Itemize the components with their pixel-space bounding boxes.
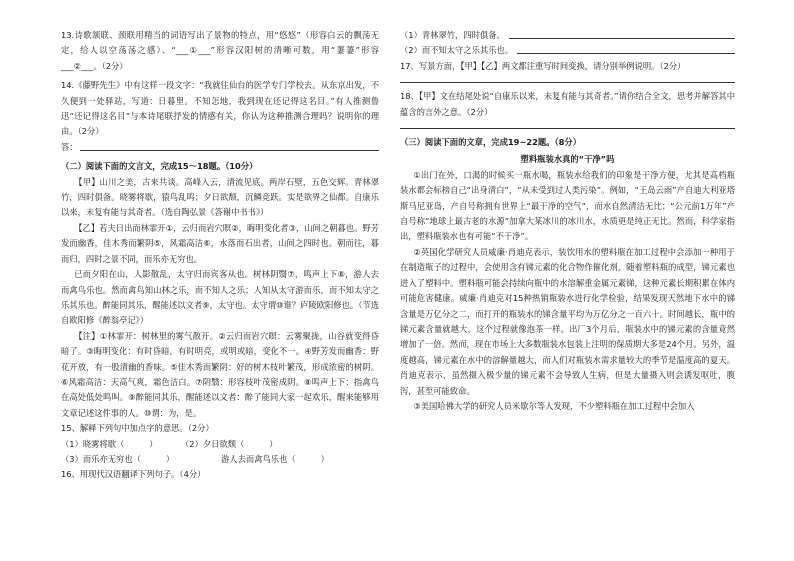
- q15-item-4: 游人去而禽鸟乐也（ ）: [221, 453, 329, 464]
- passage-yi: 【乙】若夫日出而林霏开①，云归而岩穴暝②，晦明变化者③，山间之朝暮也。野芳发而幽香，佳木秀而繁阴⑤，风霜高洁⑥，水落而石出者，山间之四时也。朝而往，暮而归，四时之景不同，而乐亦无穷也。: [61, 222, 379, 264]
- passage-yi-2: 已而夕阳在山，人影散乱，太守归而宾客从也。树林阴翳⑦，鸣声上下⑧，游人去而禽鸟乐也。然而禽鸟知山林之乐，而不知人之乐；人知从太守游而乐，而不知太守之乐其乐也。醉能同其乐，醒能述以文者⑨，太守也。太守谓⑩谁？庐陵欧阳修也。（节选自欧阳修《醉翁亭记》）: [61, 269, 379, 326]
- q18-answer-line[interactable]: [400, 120, 735, 129]
- passage-jia: 【甲】山川之美，古来共谈。高峰入云，清流见底。两岸石壁，五色交辉。青林翠竹，四时俱备。晓雾将歇，猿鸟乱鸣；夕日欲颓，沉鳞竞跃。实是欲界之仙都。自康乐以来，未复有能与其奇者。（选自陶弘景《答谢中书书》）: [61, 176, 379, 218]
- left-column: [61, 28, 379, 483]
- question-17: 17、写景方面，【甲】【乙】两文都注重写时间变换，请分别举例说明。（2分）: [400, 60, 686, 71]
- article-paragraph-2: ②英国化学研究人员威廉·肖迪克表示，装饮用水的塑料瓶在加工过程中会添加一种用于在制造瓶子的过程中，会使用含有锑元素的化合物作催化剂，随着塑料瓶的成型，锑元素也进入了塑料中。塑料瓶可能会持续向瓶中的水溶解重金属元素锑，这种元素长期积累在体内可能危害健康。威廉·肖迪克对15种热销瓶装水进行化学检验，结果发现天然地下水中的锑含量是万亿分之二，而打开的瓶装水的锑含量平均为万亿分之一百六十。时间越长，瓶中的锑元素含量就越大，这个过程就像泡茶一样。出厂3个月后，瓶装水中的锑元素的含量竟然增加了一倍。然而，现在市场上大多数瓶装水包装上注明的保质期大多是24个月。另外，温度越高，锑元素在水中的溶解量越大，而人们对瓶装水需求量较大的季节是温度高的夏天。肖迪克表示，虽然摄入极少量的锑元素不会导致人生病，但是大量摄入则会诱发呕吐，腹泻，甚至可能致命。: [400, 246, 735, 396]
- question-16: 16、用现代汉语翻译下列句子。（4分）: [61, 469, 206, 480]
- q17-answer-line[interactable]: [400, 74, 735, 83]
- question-15: 15、解释下列句中加点字的意思。（2分）: [61, 423, 214, 434]
- q15-item-3: （3）而乐亦无穷也（ ）: [61, 453, 175, 464]
- section-2-header: （二）阅读下面的文言文，完成15～18题。（10分）: [61, 161, 258, 172]
- answer-line: [61, 140, 379, 155]
- translation-2: [400, 43, 735, 58]
- translation-2-blank[interactable]: [517, 43, 735, 54]
- question-13: 13.诗歌颔联、颈联用精当的词语写出了景物的特点，用“悠悠”（形容白云的飘荡无定，给人以空荡荡之感）、“___①___”形容汉阳树的清晰可数，用“萋萋”形容___②___。（2分）: [61, 30, 379, 71]
- translation-1-blank[interactable]: [509, 28, 735, 39]
- question-14: 14.《藤野先生》中有这样一段文字：“我就往仙台的医学专门学校去。从东京出发，不久便到一处驿站，写道：日暮里。不知怎地，我到现在还记得这名目。”有人推测鲁迅“还记得这名目”与本诗尾联抒发的情感有关，你认为这种推测合理吗？说明你的理由。（2分）: [61, 80, 379, 137]
- article-title: 塑料瓶装水真的“干净”吗: [520, 154, 615, 165]
- q15-item-1: （1）晓雾将歇（ ）: [61, 438, 158, 449]
- passage-notes: 【注】①林霏开：树林里的雾气散开。②云归而岩穴暝：云雾聚拢，山谷就变得昏暗了。③晦明变化：有时昏暗，有时明亮，或明或暗，变化不一。④野芳发而幽香：野花开放，有一股清幽的香味。⑤佳木秀而繁阴：好的树木枝叶繁茂，形成浓密的树阴。⑥风霜高洁：天高气爽，霜色洁白。⑦阴翳：形容枝叶茂密成阴。⑧鸣声上下：指禽鸟在高处低处鸣叫。⑨醉能同其乐，醒能述以文者：醉了能同大家一起欢乐，醒来能够用文章记述这件事的人。⑩谓：为，是。: [61, 330, 379, 418]
- q15-row-2: [61, 452, 379, 467]
- question-18: 18、【甲】文在结尾处说“自康乐以来，未复有能与其奇者。”请你结合全文，思考并解答其中蕴含的言外之意。（2分）: [400, 91, 735, 117]
- answer-label: 答：: [61, 141, 78, 152]
- article-paragraph-1: ①出门在外，口渴的时候买一瓶水喝，瓶装水给我们的印象是干净方便，尤其是高档瓶装水都会标榜自己“出身清白”，“从未受到过人类污染”。例如，“王岛云雨”产自迪大利亚塔斯马尼亚岛，产自号称拥有世界上“最干净的空气”，而水自然清洁无比；“公元前1万年”产自号称“地球上最古老的水源”加拿大某冰川的冰川水，水质更是纯正无比。然而，科学家指出，塑料瓶装水也有可能“不干净”。: [400, 169, 735, 242]
- section-3-header: （三）阅读下面的文章，完成19~22题。（8分）: [400, 137, 582, 148]
- translation-1: [400, 28, 735, 43]
- right-column: [400, 28, 735, 414]
- translation-1-text: （1）青林翠竹，四时俱备。: [400, 30, 505, 40]
- translation-2-text: （2）而不知太守之乐其乐也。: [400, 45, 514, 56]
- q15-row-1: [61, 437, 379, 452]
- q15-item-2: （2）夕日欲颓（ ）: [181, 438, 278, 449]
- answer-blank[interactable]: [80, 140, 379, 151]
- article-paragraph-3: ③美国哈佛大学的研究人员米歇尔等人发现，不少塑料瓶在加工过程中会加入: [413, 400, 695, 411]
